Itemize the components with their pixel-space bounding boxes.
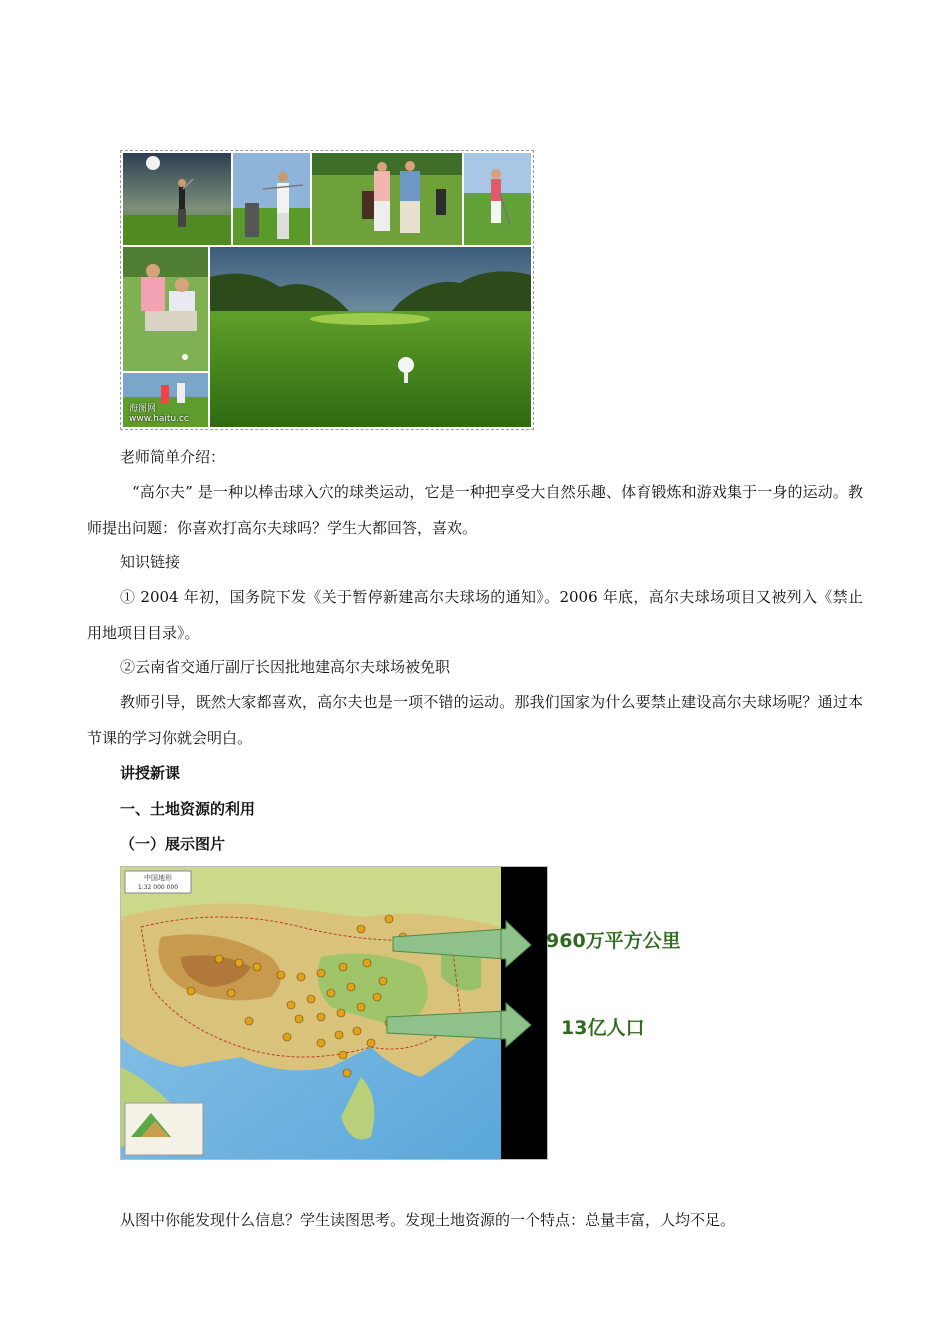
- intro-paragraph: “高尔夫” 是一种以棒击球入穴的球类运动，它是一种把享受大自然乐趣、体育锻炼和游戏集于一身的运动。教师提出问题：你喜欢打高尔夫球吗？学生大都回答，喜欢。: [87, 483, 863, 537]
- photo-couple-crouching: [123, 247, 208, 371]
- china-topographic-map: [120, 866, 548, 1160]
- photo-golfer-bag: [233, 153, 310, 245]
- intro-label: 老师简单介绍：: [120, 448, 226, 466]
- area-callout: 960万平方公里: [546, 930, 681, 952]
- population-callout: 13亿人口: [561, 1017, 645, 1039]
- knowledge-item-1: ① 2004 年初，国务院下发《关于暂停新建高尔夫球场的通知》。2006 年底，高尔夫球场项目又被列入《禁止用地项目目录》。: [87, 588, 863, 642]
- watermark-text: 海图网 www.haitu.cc: [129, 404, 189, 424]
- photo-golfers-small: [123, 373, 208, 427]
- photo-golfer-woman: [464, 153, 531, 245]
- photo-fairway-tee: [210, 247, 531, 427]
- golf-photo-collage: [120, 150, 534, 430]
- lesson-heading: 讲授新课: [120, 764, 181, 782]
- conclusion-paragraph: 从图中你能发现什么信息？学生读图思考。发现土地资源的一个特点：总量丰富，人均不足。: [120, 1211, 736, 1229]
- knowledge-item-2: ②云南省交通厅副厅长因批地建高尔夫球场被免职: [120, 658, 451, 676]
- teacher-guide-paragraph: 教师引导，既然大家都喜欢，高尔夫也是一项不错的运动。那我们国家为什么要禁止建设高尔夫球场呢？通过本节课的学习你就会明白。: [87, 693, 863, 747]
- photo-couple-walking: [312, 153, 462, 245]
- photo-golfer-swing: [123, 153, 231, 245]
- subsection-heading: （一）展示图片: [120, 835, 226, 853]
- knowledge-label: 知识链接: [120, 553, 181, 571]
- map-title: 中国地形: [144, 874, 172, 882]
- section-heading: 一、土地资源的利用: [120, 800, 256, 818]
- map-scale: 1:32 000 000: [137, 884, 179, 891]
